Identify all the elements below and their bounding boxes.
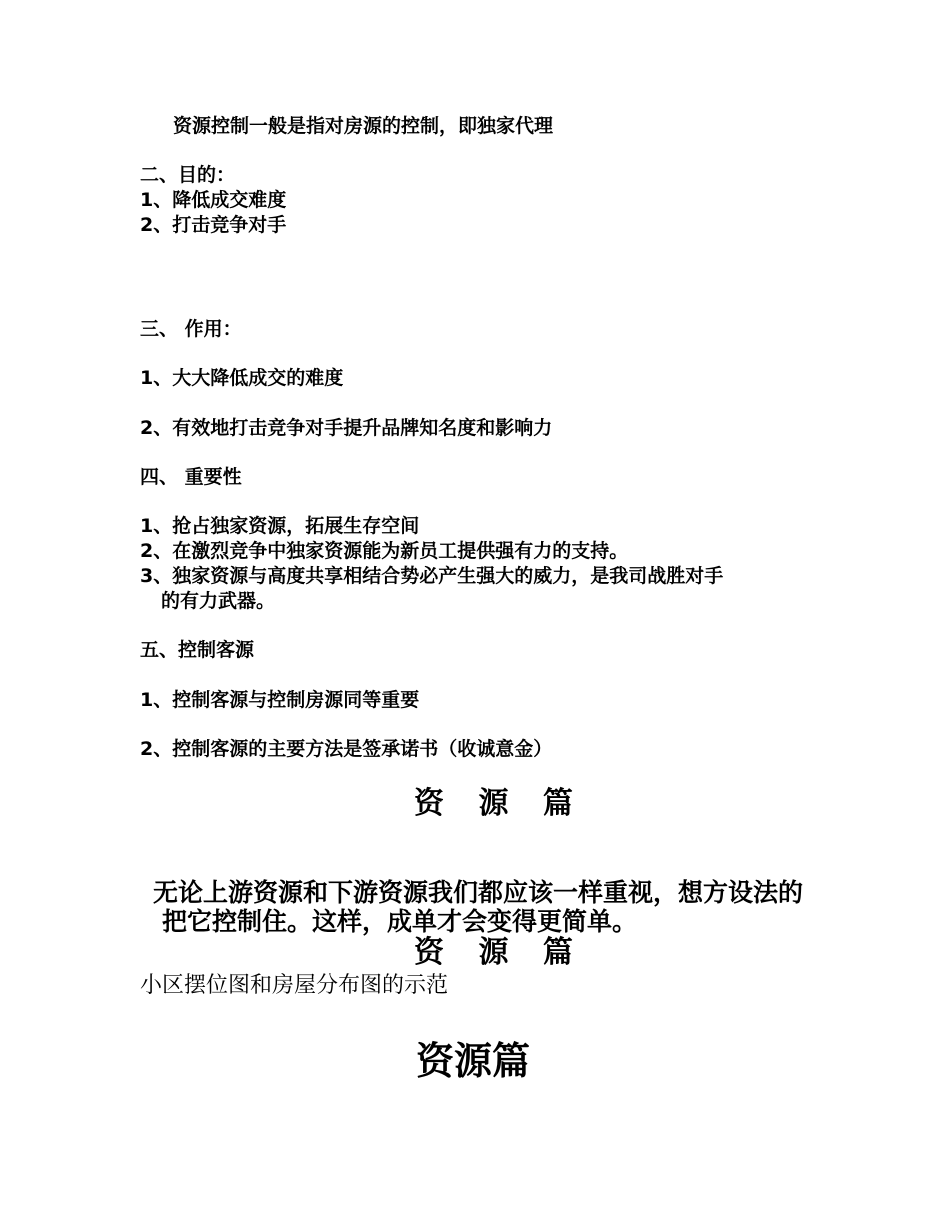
section-4-item-3: 3、独家资源与高度共享相结合势必产生强大的威力，是我司战胜对手	[140, 565, 724, 587]
section-4-item-3-cont: 的有力武器。	[161, 590, 276, 612]
section-2-item-1: 1、降低成交难度	[140, 189, 287, 211]
section-3-heading: 三、 作用：	[140, 318, 242, 340]
intro-line: 资源控制一般是指对房源的控制，即独家代理	[173, 115, 554, 137]
section-3-item-1: 1、大大降低成交的难度	[140, 367, 344, 389]
section-2-item-2: 2、打击竞争对手	[140, 214, 287, 236]
section-4-item-1: 1、抢占独家资源，拓展生存空间	[140, 515, 420, 537]
title-3: 资源篇	[416, 1039, 531, 1083]
paragraph-line-1: 无论上游资源和下游资源我们都应该一样重视，想方设法的	[153, 878, 804, 907]
section-4-item-2: 2、在激烈竞争中独家资源能为新员工提供强有力的支持。	[140, 540, 629, 562]
section-3-item-2: 2、有效地打击竞争对手提升品牌知名度和影响力	[140, 417, 553, 439]
section-5-item-1: 1、控制客源与控制房源同等重要	[140, 689, 420, 711]
section-5-item-2: 2、控制客源的主要方法是签承诺书（收诚意金）	[140, 738, 553, 760]
title-2: 资 源 篇	[414, 935, 585, 970]
title-1: 资 源 篇	[414, 786, 585, 821]
section-2-heading: 二、目的：	[140, 164, 236, 186]
section-4-heading: 四、 重要性	[140, 466, 242, 488]
section-5-heading: 五、控制客源	[140, 639, 255, 661]
paragraph-line-2: 把它控制住。这样，成单才会变得更简单。	[162, 907, 638, 936]
caption: 小区摆位图和房屋分布图的示范	[140, 973, 449, 998]
